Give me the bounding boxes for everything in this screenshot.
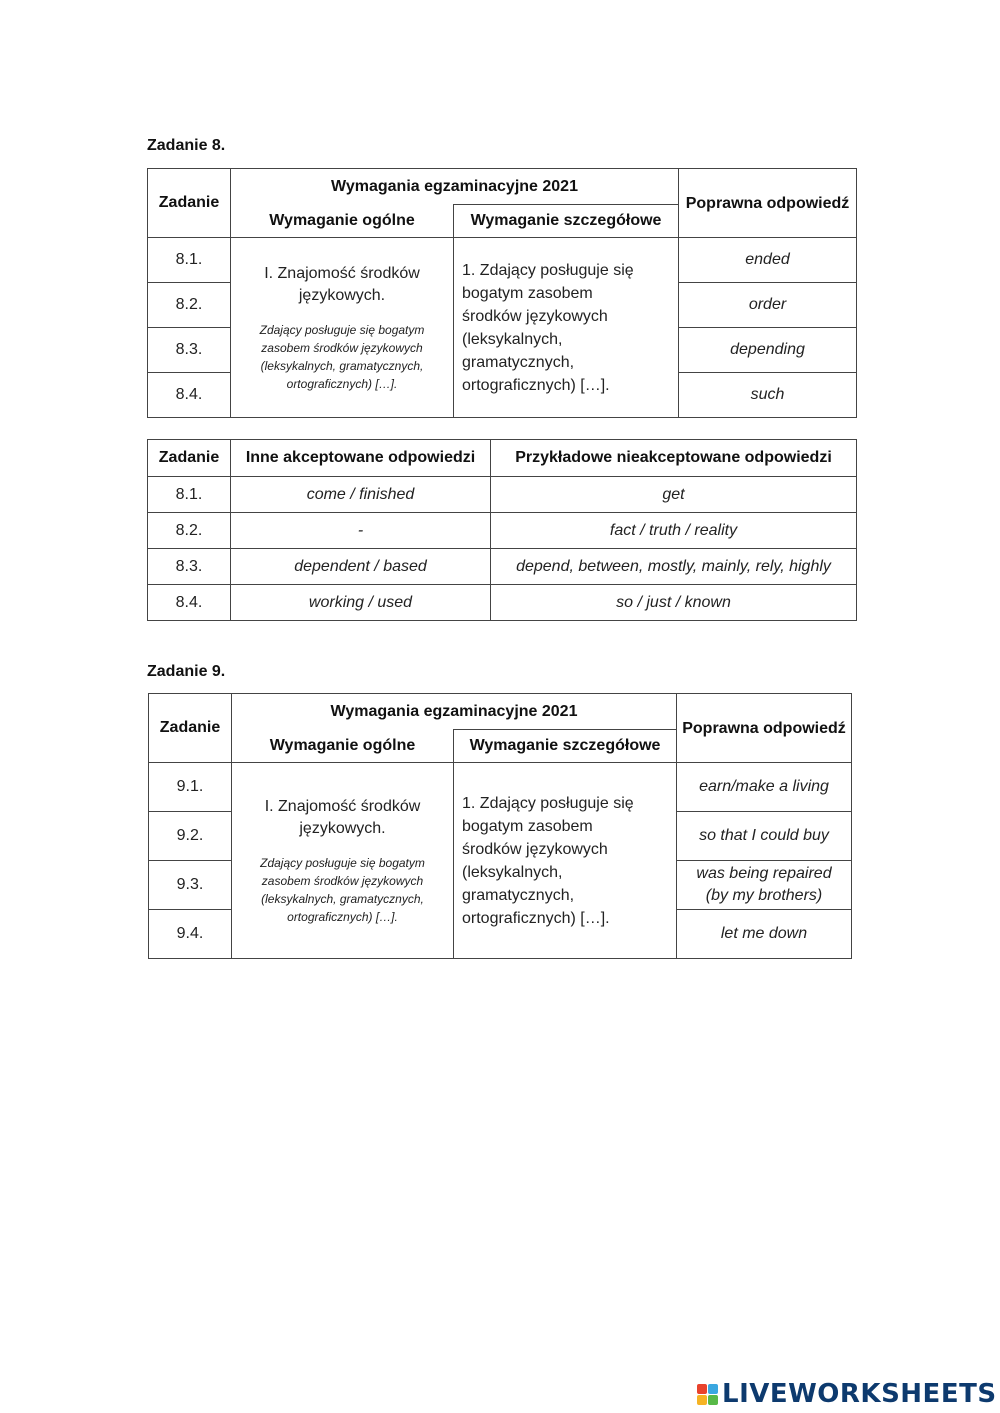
header-accepted: Inne akceptowane odpowiedzi <box>231 440 491 477</box>
logo-square <box>708 1395 718 1405</box>
header-wymagania: Wymagania egzaminacyjne 2021 <box>231 169 679 205</box>
logo-square <box>697 1384 707 1394</box>
accepted-answers: come / finished <box>231 477 491 513</box>
general-requirement-main: I. Znajomość środków językowych. <box>264 797 421 837</box>
row-number: 9.2. <box>149 812 232 861</box>
row-number: 9.3. <box>149 861 232 910</box>
task9-heading: Zadanie 9. <box>147 663 226 680</box>
liveworksheets-logo-text: LIVEWORKSHEETS <box>722 1379 997 1409</box>
logo-square <box>708 1384 718 1394</box>
accepted-answers: - <box>231 513 491 549</box>
header-rejected: Przykładowe nieakceptowane odpowiedzi <box>491 440 857 477</box>
correct-answer: let me down <box>677 910 852 959</box>
general-requirement <box>232 763 454 959</box>
rejected-answers: get <box>491 477 857 513</box>
header-zadanie: Zadanie <box>149 694 232 763</box>
task8-answers-table <box>147 439 857 621</box>
header-poprawna: Poprawna odpowiedź <box>677 694 852 763</box>
task9-requirements-table <box>148 693 852 959</box>
header-poprawna: Poprawna odpowiedź <box>679 169 857 238</box>
row-number: 9.4. <box>149 910 232 959</box>
header-zadanie: Zadanie <box>148 169 231 238</box>
row-number: 8.3. <box>148 549 231 585</box>
rejected-answers: fact / truth / reality <box>491 513 857 549</box>
correct-answer: order <box>679 283 857 328</box>
row-number: 9.1. <box>149 763 232 812</box>
rejected-answers: depend, between, mostly, mainly, rely, highly <box>491 549 857 585</box>
row-number: 8.4. <box>148 585 231 621</box>
liveworksheets-logo-icon <box>697 1384 718 1405</box>
header-szczegolowe: Wymaganie szczegółowe <box>454 730 677 763</box>
row-number: 8.2. <box>148 513 231 549</box>
header-wymagania: Wymagania egzaminacyjne 2021 <box>232 694 677 730</box>
general-requirement <box>231 238 454 418</box>
task8-requirements-table <box>147 168 857 418</box>
general-requirement-main: I. Znajomość środków językowych. <box>264 264 420 304</box>
correct-answer: was being repaired (by my brothers) <box>677 861 852 910</box>
accepted-answers: dependent / based <box>231 549 491 585</box>
rejected-answers: so / just / known <box>491 585 857 621</box>
correct-answer: depending <box>679 328 857 373</box>
row-number: 8.1. <box>148 477 231 513</box>
general-requirement-sub: Zdający posługuje się bogatym zasobem środków językowych (leksykalnych, gramatycznych, ortograficznych) […]. <box>259 322 425 391</box>
logo-square <box>697 1395 707 1405</box>
liveworksheets-logo <box>697 1378 997 1410</box>
accepted-answers: working / used <box>231 585 491 621</box>
row-number: 8.3. <box>148 328 231 373</box>
correct-answer: such <box>679 373 857 418</box>
row-number: 8.1. <box>148 238 231 283</box>
header-szczegolowe: Wymaganie szczegółowe <box>454 205 679 238</box>
row-number: 8.2. <box>148 283 231 328</box>
row-number: 8.4. <box>148 373 231 418</box>
header-zadanie: Zadanie <box>148 440 231 477</box>
header-ogolne: Wymaganie ogólne <box>231 205 454 238</box>
detailed-requirement: 1. Zdający posługuje się bogatym zasobem środków językowych (leksykalnych, gramatycznych, ortograficznych) […]. <box>454 238 679 418</box>
correct-answer: ended <box>679 238 857 283</box>
detailed-requirement: 1. Zdający posługuje się bogatym zasobem środków językowych (leksykalnych, gramatycznych, ortograficznych) […]. <box>454 763 677 959</box>
correct-answer: earn/make a living <box>677 763 852 812</box>
header-ogolne: Wymaganie ogólne <box>232 730 454 763</box>
general-requirement-sub: Zdający posługuje się bogatym zasobem środków językowych (leksykalnych, gramatycznych, ortograficznych) […]. <box>260 855 425 924</box>
task8-heading: Zadanie 8. <box>147 137 226 154</box>
correct-answer: so that I could buy <box>677 812 852 861</box>
